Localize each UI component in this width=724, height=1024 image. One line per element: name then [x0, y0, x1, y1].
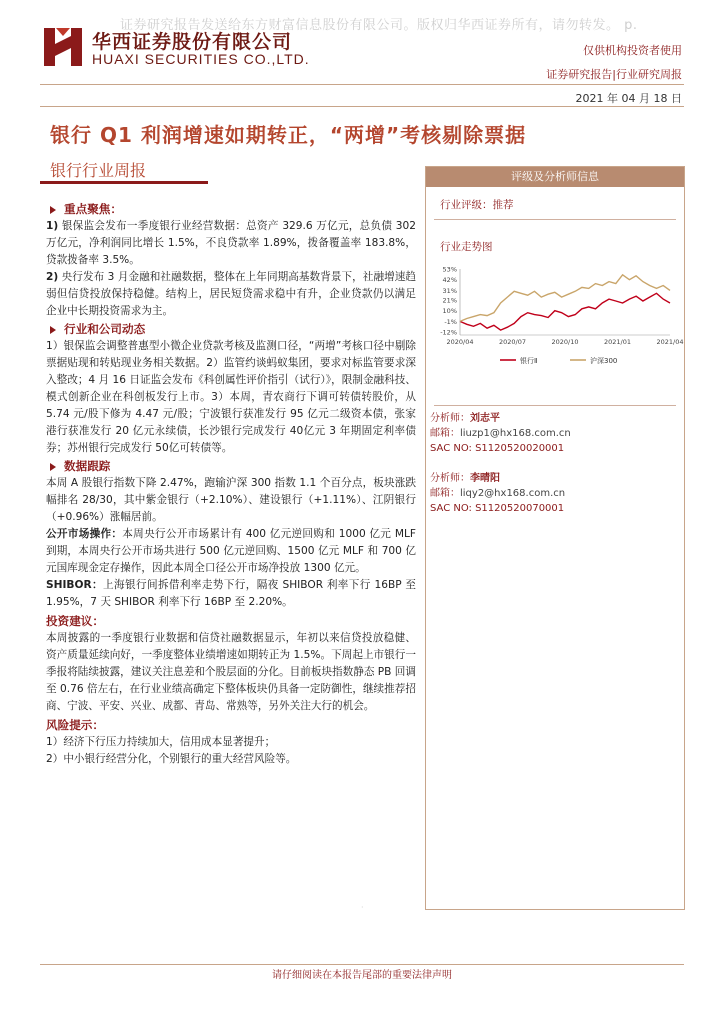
section-heading-advice: 投资建议：: [46, 614, 104, 628]
section-heading-industry: 行业和公司动态: [46, 321, 416, 338]
analyst-2: 分析师：李晴阳 邮箱：liqy2@hx168.com.cn SAC NO: S1120520070001: [430, 473, 566, 514]
triangle-bullet-icon: [50, 463, 56, 471]
x-tick-label: 2021/01: [603, 338, 632, 346]
date-divider: [40, 106, 684, 107]
sidebar-panel: [425, 166, 685, 910]
section-heading-focus: 重点聚焦：: [46, 201, 416, 218]
data-paragraph-2: 公开市场操作：本周央行公开市场累计有 400 亿元逆回购和 1000 亿元 MLF 到期，本周央行公开市场共进行 500 亿元逆回购、1500 亿元 MLF 和 700 亿元国库现金定存操作，因此本周全口径公开市场净投放 1300 亿元。: [46, 528, 416, 574]
data-paragraph-3: SHIBOR：上海银行间拆借利率走势下行，隔夜 SHIBOR 利率下行 16BP 至 1.95%，7 天 SHIBOR 利率下行 16BP 至 2.20%。: [46, 579, 416, 608]
triangle-bullet-icon: [50, 326, 56, 334]
company-name-en: HUAXI SECURITIES CO.,LTD.: [92, 51, 310, 67]
advice-paragraph: 本周披露的一季度银行业数据和信贷社融数据显示，年初以来信贷投放稳健、资产质量延续向好，一季度整体业绩增速如期转正为 1.5%。下周起上市银行一季报将陆续披露，建议关注息差和个股层面的分化。目前板块指数静态 PB 回调至 0.76 倍左右，在行业业绩高确定下整体板块仍具备一定防御性，继续推荐招商、宁波、平安、兴业、成都、青岛、常熟等，另外关注大行的机会。: [46, 632, 416, 712]
legend-label-1: 银行Ⅱ: [520, 357, 538, 365]
y-tick-label: 53%: [442, 265, 457, 274]
report-category: 证券研究报告|行业研究周报: [546, 68, 682, 81]
triangle-bullet-icon: [50, 206, 56, 214]
series-line-1: [460, 293, 670, 330]
header-divider: [40, 84, 684, 85]
footer-disclaimer: 请仔细阅读在本报告尾部的重要法律声明: [272, 970, 452, 981]
analyst-email[interactable]: liuzp1@hx168.com.cn: [460, 428, 571, 439]
y-tick-label: 21%: [442, 296, 457, 305]
x-tick-label: 2020/04: [446, 338, 474, 346]
report-title: 银行 Q1 利润增速如期转正，“两增”考核剔除票据: [50, 123, 527, 147]
industry-paragraph: 1）银保监会调整普惠型小微企业贷款考核及监测口径，“两增”考核口径中剔除票据贴现和转贴现业务相关数据。2）监管约谈蚂蚁集团，要求对标监管要求深入整改；4 月 16 日证监会发布《科创属性评价指引（试行）》，限制金融科技、模式创新企业在科创板发行上市。3）本周，青农商行下调可转债转股价，从 5.74 元/股下修为 4.47 元/股；宁波银行获准发行 95 亿元二级资本债，张家港行获准发行 20 亿元永续债，长沙银行完成发行 40亿元 3 年期固定利率债券；苏州银行完成发行 50亿可转债等。: [46, 340, 416, 454]
risk-item-1: 1）经济下行压力持续加大，信用成本显著提升；: [46, 736, 276, 748]
x-tick-label: 2021/04: [656, 338, 684, 346]
trend-chart-title: 行业走势图: [440, 241, 493, 253]
focus-paragraph-2: 2) 央行发布 3 月金融和社融数据，整体在上年同期高基数背景下，社融增速趋弱但信贷投放保持稳健。结构上，居民短贷需求稳中有升，企业贷款仍以满足企业中长期投资需求为主。: [46, 271, 416, 317]
report-date: 2021 年 04 月 18 日: [575, 92, 682, 105]
subtitle-underline: [40, 181, 208, 184]
y-tick-label: 10%: [442, 307, 457, 316]
industry-rating: 行业评级：推荐: [440, 199, 514, 211]
risk-item-2: 2）中小银行经营分化，个别银行的重大经营风险等。: [46, 753, 297, 765]
footer-divider: [40, 964, 684, 965]
analyst-email[interactable]: liqy2@hx168.com.cn: [460, 488, 566, 499]
y-tick-label: 42%: [442, 276, 457, 285]
y-tick-label: -1%: [444, 317, 457, 326]
main-content: [46, 200, 416, 768]
page-dot: ·: [361, 903, 364, 912]
data-paragraph-1: 本周 A 股银行指数下降 2.47%，跑输沪深 300 指数 1.1 个百分点，板块涨跌幅排名 28/30，其中紫金银行（+2.10%）、建设银行（+1.11%）、江阴银行（+0.96%）涨幅居前。: [46, 477, 416, 523]
x-tick-label: 2020/10: [551, 338, 579, 346]
y-tick-label: -12%: [440, 328, 457, 337]
sidebar-header: 评级及分析师信息: [426, 167, 684, 187]
section-heading-risk: 风险提示：: [46, 718, 104, 732]
analyst-1: 分析师：刘志平 邮箱：liuzp1@hx168.com.cn SAC NO: S1120520020001: [430, 413, 571, 454]
section-heading-data: 数据跟踪: [46, 458, 416, 475]
trend-chart: [430, 263, 684, 373]
audience-note: 仅供机构投资者使用: [583, 44, 682, 57]
y-tick-label: 31%: [442, 286, 457, 295]
company-name-cn: 华西证券股份有限公司: [92, 31, 293, 53]
chart-divider: [434, 405, 676, 406]
report-subtitle: 银行行业周报: [50, 161, 147, 180]
x-tick-label: 2020/07: [498, 338, 527, 346]
focus-paragraph-1: 1) 银保监会发布一季度银行业经营数据：总资产 329.6 万亿元，总负债 302 万亿元，净利润同比增长 1.5%，不良贷款率 1.89%，拨备覆盖率 183.8%，贷款拨备率 3.5%。: [46, 220, 416, 266]
legend-label-2: 沪深300: [590, 357, 618, 365]
watermark: 证券研究报告发送给东方财富信息股份有限公司。版权归华西证券所有，请勿转发。 p.: [120, 18, 638, 33]
sidebar-divider: [434, 219, 676, 220]
company-logo: [44, 26, 82, 66]
